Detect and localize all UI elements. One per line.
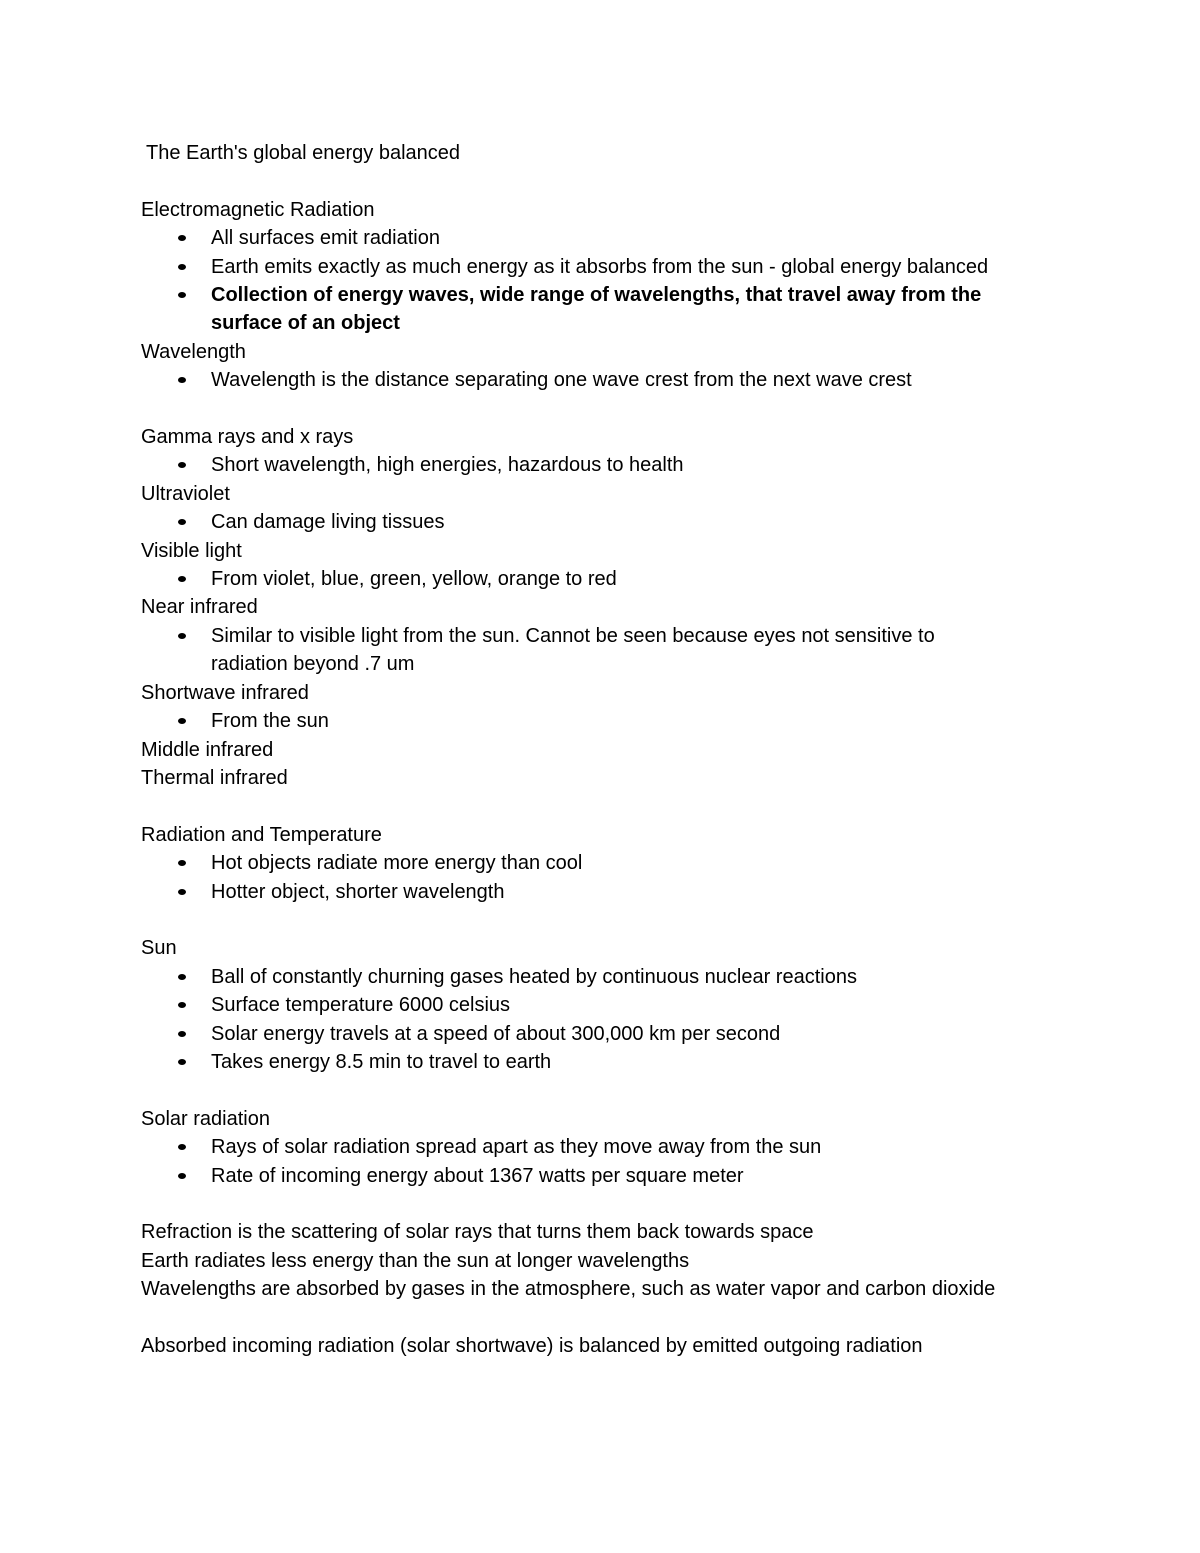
list-item — [141, 622, 1061, 679]
list-item-text: Earth emits exactly as much energy as it absorbs from the sun - global energy balanced — [211, 255, 989, 278]
section-heading-wavelength: Wavelength — [141, 340, 246, 363]
blank-line — [141, 1304, 1061, 1332]
section-heading-gamma-rays: Gamma rays and x rays — [141, 426, 354, 449]
bullet-icon — [178, 718, 186, 724]
list-item — [141, 366, 1061, 394]
bullet-list-shortwave-infrared — [141, 707, 1061, 735]
paragraph-closing: Absorbed incoming radiation (solar shortwave) is balanced by emitted outgoing radiation — [141, 1334, 923, 1357]
list-item-text: From the sun — [211, 710, 329, 733]
section-heading-radiation-and-temperature: Radiation and Temperature — [141, 823, 382, 846]
bullet-icon — [178, 264, 186, 270]
section-heading-near-infrared: Near infrared — [141, 596, 258, 619]
bullet-icon — [178, 462, 186, 468]
bullet-list-radiation-and-temperature — [141, 849, 1061, 906]
bullet-icon — [178, 519, 186, 525]
list-item — [141, 508, 1061, 536]
list-item-text: Similar to visible light from the sun. Cannot be seen because eyes not sensitive to radiation beyond .7 um — [211, 624, 935, 676]
section-heading-electromagnetic-radiation: Electromagnetic Radiation — [141, 198, 375, 221]
bullet-icon — [178, 1144, 186, 1150]
blank-line — [141, 395, 1061, 423]
bullet-list-sun — [141, 963, 1061, 1077]
list-item-text: Wavelength is the distance separating one wave crest from the next wave crest — [211, 369, 912, 392]
blank-line — [141, 1190, 1061, 1218]
list-item — [141, 707, 1061, 735]
section-heading-shortwave-infrared: Shortwave infrared — [141, 681, 309, 704]
bullet-list-wavelength — [141, 366, 1061, 394]
list-item-text: Hotter object, shorter wavelength — [211, 880, 505, 903]
bullet-icon — [178, 974, 186, 980]
paragraph-wavelengths-absorbed: Wavelengths are absorbed by gases in the atmosphere, such as water vapor and carbon dioxide — [141, 1278, 996, 1301]
list-item-text: Solar energy travels at a speed of about 300,000 km per second — [211, 1022, 781, 1045]
bullet-icon — [178, 1059, 186, 1065]
bullet-icon — [178, 292, 186, 298]
bullet-list-ultraviolet — [141, 508, 1061, 536]
list-item-text: Can damage living tissues — [211, 511, 445, 534]
list-item-text: Ball of constantly churning gases heated by continuous nuclear reactions — [211, 965, 857, 988]
section-heading-ultraviolet: Ultraviolet — [141, 482, 230, 505]
blank-line — [141, 1076, 1061, 1104]
paragraph-earth-radiates: Earth radiates less energy than the sun at longer wavelengths — [141, 1249, 690, 1272]
bullet-icon — [178, 889, 186, 895]
list-item-text: Collection of energy waves, wide range of wavelengths, that travel away from the surface of an object — [211, 284, 982, 335]
bullet-icon — [178, 633, 186, 639]
list-item — [141, 991, 1061, 1019]
bullet-icon — [178, 377, 186, 383]
bullet-list-near-infrared — [141, 622, 1061, 679]
bullet-list-solar-radiation — [141, 1133, 1061, 1190]
list-item — [141, 451, 1061, 479]
list-item — [141, 253, 1061, 281]
bullet-icon — [178, 1002, 186, 1008]
bullet-icon — [178, 1031, 186, 1037]
list-item — [141, 281, 1061, 338]
blank-line — [141, 167, 1061, 195]
list-item-text: Rays of solar radiation spread apart as they move away from the sun — [211, 1136, 822, 1159]
list-item — [141, 565, 1061, 593]
document-title: The Earth's global energy balanced — [146, 142, 461, 164]
list-item-text: Rate of incoming energy about 1367 watts per square meter — [211, 1164, 744, 1187]
paragraph-refraction: Refraction is the scattering of solar rays that turns them back towards space — [141, 1221, 814, 1244]
list-item — [141, 1020, 1061, 1048]
list-item — [141, 963, 1061, 991]
list-item-text: Short wavelength, high energies, hazardous to health — [211, 454, 684, 477]
bullet-list-visible-light — [141, 565, 1061, 593]
list-item — [141, 849, 1061, 877]
list-item-text: From violet, blue, green, yellow, orange to red — [211, 568, 617, 591]
blank-line — [141, 906, 1061, 934]
section-heading-sun: Sun — [141, 937, 177, 960]
list-item — [141, 878, 1061, 906]
bullet-icon — [178, 235, 186, 241]
section-heading-visible-light: Visible light — [141, 539, 242, 562]
section-heading-solar-radiation: Solar radiation — [141, 1107, 270, 1130]
list-item-text: All surfaces emit radiation — [211, 227, 440, 250]
document-page — [141, 139, 1061, 1360]
list-item-text: Hot objects radiate more energy than cool — [211, 852, 583, 875]
list-item — [141, 224, 1061, 252]
list-item — [141, 1048, 1061, 1076]
bullet-icon — [178, 860, 186, 866]
list-item-text: Takes energy 8.5 min to travel to earth — [211, 1050, 552, 1073]
bullet-icon — [178, 1173, 186, 1179]
list-item — [141, 1133, 1061, 1161]
section-heading-thermal-infrared: Thermal infrared — [141, 766, 288, 789]
bullet-list-electromagnetic-radiation — [141, 224, 1061, 338]
bullet-list-gamma-rays — [141, 451, 1061, 479]
list-item-text: Surface temperature 6000 celsius — [211, 994, 511, 1017]
list-item — [141, 1162, 1061, 1190]
section-heading-middle-infrared: Middle infrared — [141, 738, 274, 761]
bullet-icon — [178, 576, 186, 582]
blank-line — [141, 792, 1061, 820]
